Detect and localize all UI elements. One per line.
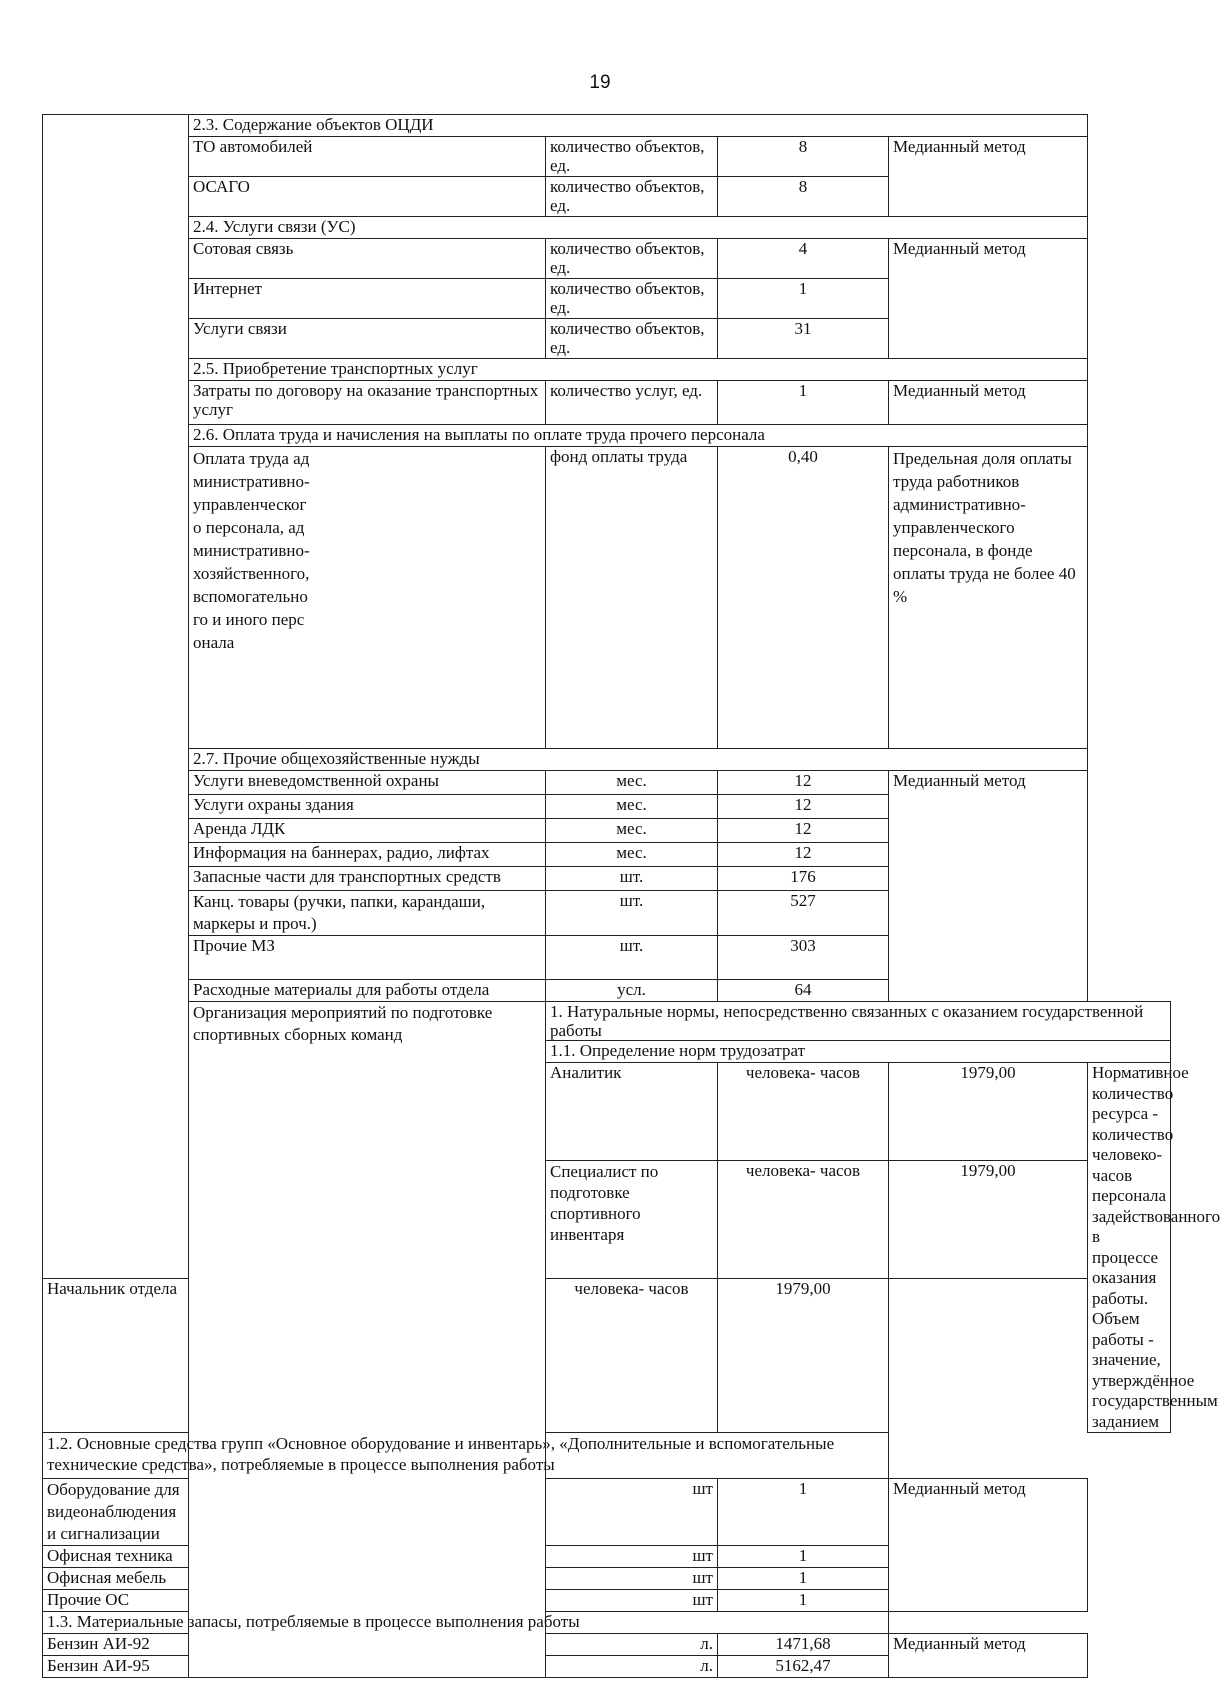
cost-item: Бензин АИ-95 bbox=[43, 1656, 189, 1678]
value-cell: 1979,00 bbox=[889, 1063, 1088, 1161]
method-cell: Медианный метод bbox=[889, 381, 1088, 425]
cost-item: Аренда ЛДК bbox=[189, 819, 546, 843]
unit-cell: количество услуг, ед. bbox=[546, 381, 718, 425]
method-cell: Медианный метод bbox=[889, 1479, 1088, 1612]
unit-cell: мес. bbox=[546, 795, 718, 819]
table-row bbox=[43, 239, 1171, 279]
value-cell: 12 bbox=[718, 843, 889, 867]
unit-cell: шт bbox=[546, 1546, 718, 1568]
unit-cell: фонд оплаты труда bbox=[546, 447, 718, 749]
norms-table bbox=[42, 114, 1220, 1678]
unit-cell: шт bbox=[546, 1590, 718, 1612]
value-cell: 1 bbox=[718, 1568, 889, 1590]
unit-cell: шт. bbox=[546, 867, 718, 891]
cost-item: Затраты по договору на оказание транспортных услуг bbox=[189, 381, 546, 425]
value-cell: 64 bbox=[718, 980, 889, 1002]
cost-item: Офисная мебель bbox=[43, 1568, 189, 1590]
cost-item: Сотовая связь bbox=[189, 239, 546, 279]
cost-item: Офисная техника bbox=[43, 1546, 189, 1568]
cost-item: Канц. товары (ручки, папки, карандаши, маркеры и проч.) bbox=[189, 891, 546, 936]
section-heading: 2.4. Услуги связи (УС) bbox=[189, 217, 1088, 239]
cost-item: Аналитик bbox=[546, 1063, 718, 1161]
section-heading-row bbox=[43, 115, 1171, 137]
section-heading-row bbox=[43, 217, 1171, 239]
value-cell: 1 bbox=[718, 1590, 889, 1612]
table-row bbox=[43, 771, 1171, 795]
unit-cell: шт bbox=[546, 1568, 718, 1590]
wrapped-name: Оплата труда административно-управленческого персонала, административно-хозяйственного, вспомогательного и иного персонала bbox=[193, 449, 310, 652]
table-row bbox=[43, 137, 1171, 177]
section-heading-row bbox=[43, 749, 1171, 771]
value-cell: 1 bbox=[718, 381, 889, 425]
section-heading: 1.3. Материальные запасы, потребляемые в процессе выполнения работы bbox=[43, 1612, 889, 1634]
table-row bbox=[43, 447, 1171, 749]
cost-item: Специалист по подготовке спортивного инвентаря bbox=[546, 1160, 718, 1279]
value-cell: 12 bbox=[718, 819, 889, 843]
value-cell: 0,40 bbox=[718, 447, 889, 749]
activity-label: Организация мероприятий по подготовке спортивных сборных команд bbox=[189, 1002, 546, 1678]
value-cell: 12 bbox=[718, 771, 889, 795]
section-heading-row bbox=[43, 359, 1171, 381]
unit-cell: количество объектов, ед. bbox=[546, 319, 718, 359]
unit-cell: количество объектов, ед. bbox=[546, 137, 718, 177]
value-cell: 1979,00 bbox=[718, 1279, 889, 1433]
value-cell: 527 bbox=[718, 891, 889, 936]
unit-cell: человека- часов bbox=[546, 1279, 718, 1433]
unit-cell: шт. bbox=[546, 891, 718, 936]
cost-item: Прочие МЗ bbox=[189, 936, 546, 980]
method-cell: Медианный метод bbox=[889, 771, 1088, 1002]
section-heading: 2.7. Прочие общехозяйственные нужды bbox=[189, 749, 1088, 771]
section-heading: 1. Натуральные нормы, непосредственно связанных с оказанием государственной работы bbox=[546, 1002, 1171, 1041]
section-heading-row bbox=[43, 1002, 1171, 1041]
value-cell: 1979,00 bbox=[889, 1160, 1088, 1279]
unit-cell: шт bbox=[546, 1479, 718, 1546]
value-cell: 1 bbox=[718, 1546, 889, 1568]
method-cell: Предельная доля оплаты труда работников административно-управленческого персонала, в фонде оплаты труда не более 40 % bbox=[889, 447, 1088, 749]
value-cell: 31 bbox=[718, 319, 889, 359]
unit-cell: мес. bbox=[546, 843, 718, 867]
value-cell: 4 bbox=[718, 239, 889, 279]
unit-cell: усл. bbox=[546, 980, 718, 1002]
unit-cell: шт. bbox=[546, 936, 718, 980]
value-cell: 1 bbox=[718, 1479, 889, 1546]
section-heading: 1.1. Определение норм трудозатрат bbox=[546, 1041, 1171, 1063]
section-heading: 1.2. Основные средства групп «Основное оборудование и инвентарь», «Дополнительные и вспомогательные технические средства», потребляемые в процессе выполнения работы bbox=[43, 1433, 889, 1479]
unit-cell: человека- часов bbox=[718, 1063, 889, 1161]
cost-item: Услуги вневедомственной охраны bbox=[189, 771, 546, 795]
value-cell: 176 bbox=[718, 867, 889, 891]
cost-item: ОСАГО bbox=[189, 177, 546, 217]
value-cell: 8 bbox=[718, 137, 889, 177]
section-heading-row bbox=[43, 425, 1171, 447]
value-cell: 1 bbox=[718, 279, 889, 319]
method-cell: Медианный метод bbox=[889, 239, 1088, 359]
value-cell: 12 bbox=[718, 795, 889, 819]
cost-item: ТО автомобилей bbox=[189, 137, 546, 177]
unit-cell: л. bbox=[546, 1634, 718, 1656]
cost-item: Бензин АИ-92 bbox=[43, 1634, 189, 1656]
section-heading-row bbox=[43, 1612, 1171, 1634]
section-heading: 2.5. Приобретение транспортных услуг bbox=[189, 359, 1088, 381]
cost-item: Расходные материалы для работы отдела bbox=[189, 980, 546, 1002]
cost-item: Оборудование для видеонаблюдения и сигнализации bbox=[43, 1479, 189, 1546]
unit-cell: мес. bbox=[546, 819, 718, 843]
method-cell: Нормативное количество ресурса - количество человеко-часов персонала задействованного в процессе оказания работы. Объем работы - значение, утверждённое государственным заданием bbox=[1088, 1063, 1171, 1433]
unit-cell: количество объектов, ед. bbox=[546, 279, 718, 319]
cost-item: Услуги связи bbox=[189, 319, 546, 359]
cost-item: Начальник отдела bbox=[43, 1279, 189, 1433]
method-cell: Медианный метод bbox=[889, 1634, 1088, 1678]
page-number: 19 bbox=[589, 72, 611, 93]
section-heading: 2.6. Оплата труда и начисления на выплаты по оплате труда прочего персонала bbox=[189, 425, 1088, 447]
table-row bbox=[43, 381, 1171, 425]
value-cell: 5162,47 bbox=[718, 1656, 889, 1678]
cost-item: Услуги охраны здания bbox=[189, 795, 546, 819]
cost-item: Запасные части для транспортных средств bbox=[189, 867, 546, 891]
unit-cell: л. bbox=[546, 1656, 718, 1678]
cost-item: Информация на баннерах, радио, лифтах bbox=[189, 843, 546, 867]
unit-cell: количество объектов, ед. bbox=[546, 177, 718, 217]
section-heading: 2.3. Содержание объектов ОЦДИ bbox=[189, 115, 1088, 137]
value-cell: 1471,68 bbox=[718, 1634, 889, 1656]
cost-item: Интернет bbox=[189, 279, 546, 319]
cost-item: Прочие ОС bbox=[43, 1590, 189, 1612]
method-cell: Медианный метод bbox=[889, 137, 1088, 217]
unit-cell: количество объектов, ед. bbox=[546, 239, 718, 279]
left-category-empty bbox=[43, 115, 189, 1279]
value-cell: 303 bbox=[718, 936, 889, 980]
section-heading-row bbox=[43, 1433, 1171, 1479]
cost-item bbox=[189, 447, 546, 749]
unit-cell: человека- часов bbox=[718, 1160, 889, 1279]
value-cell: 8 bbox=[718, 177, 889, 217]
unit-cell: мес. bbox=[546, 771, 718, 795]
